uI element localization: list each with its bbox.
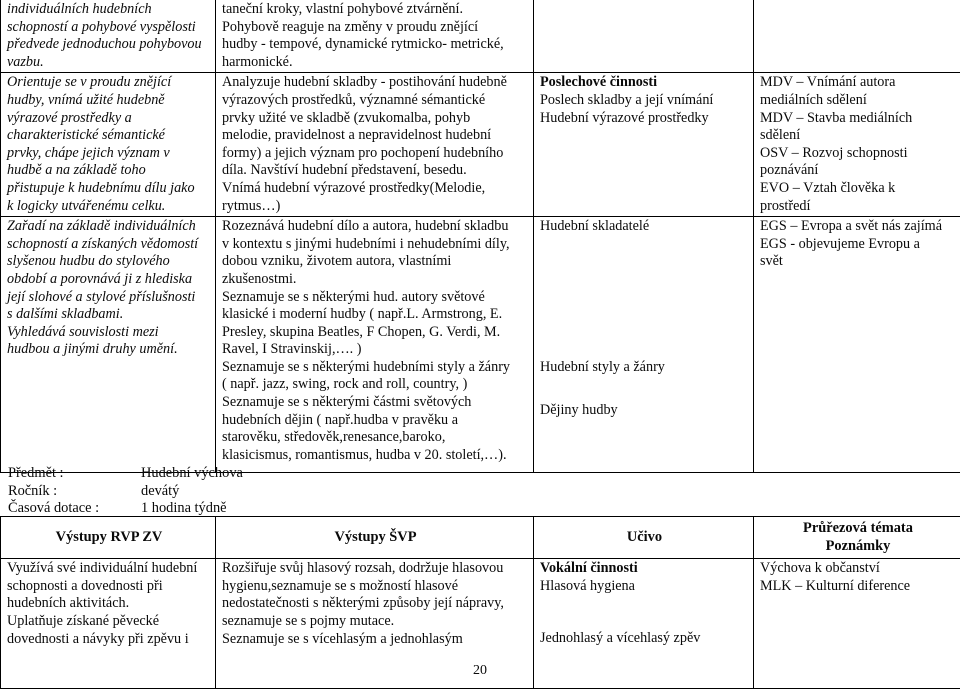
rvp-outcome-cell: Využívá své individuální hudební schopnosti a dovednosti při hudebních aktivitách. Uplatňuje získané pěvecké dovednosti a návyky při zpěvu i: [1, 559, 216, 689]
subject-info: [8, 465, 243, 518]
cross-topics-cell: MDV – Vnímání autora mediálních sdělení MDV – Stavba mediálních sdělení OSV – Rozvoj schopnosti poznávání EVO – Vztah člověka k prostředí: [754, 73, 960, 217]
svp-outcome-cell: Rozeznává hudební dílo a autora, hudební skladbu v kontextu s jinými hudebními i nehudebními díly, dobou vzniku, životem autora, vlastními zkušenostmi. Seznamuje se s některými hud. autory světové klasické i moderní hudby ( např.L. Armstrong, E. Presley, skupina Beatles, F Chopen, G. Verdi, M. Ravel, I Stravinskij,…. ) Seznamuje se s některými hudebními styly a žánry ( např. jazz, swing, rock and roll, country, ) Seznamuje se s některými částmi světových hudebních dějin ( např.hudba v pravěku a starověku, středověk,renesance,baroko, klasicismus, romantismus, hudba v 20. století,…).: [216, 217, 534, 473]
subject-value: Hudební výchova: [141, 465, 243, 483]
curriculum-cell: Hudební skladatelé Hudební styly a žánry Dějiny hudby: [534, 217, 754, 473]
curriculum-cell: Poslechové činnosti Poslech skladby a její vnímání Hudební výrazové prostředky: [534, 73, 754, 217]
rvp-outcome-cell: Zařadí na základě individuálních schopností a získaných vědomostí slyšenou hudbu do stylového období a porovnává ji z hlediska její slohové a stylové příslušnosti s dalšími skladbami. Vyhledává souvislosti mezi hudbou a jinými druhy umění.: [1, 217, 216, 473]
header-curriculum: Učivo: [534, 517, 754, 559]
table-row: [1, 73, 960, 217]
grade-value: devátý: [141, 483, 179, 501]
time-value: 1 hodina týdně: [141, 500, 227, 518]
subject-row: [8, 465, 243, 483]
svp-outcome-cell: taneční kroky, vlastní pohybové ztvárnění. Pohybově reaguje na změny v proudu znějící hudby - tempové, dynamické rytmicko- metrické, harmonické.: [216, 0, 534, 73]
table-row: [1, 217, 960, 473]
rvp-outcome-cell: Orientuje se v proudu znějící hudby, vnímá užité hudebně výrazové prostředky a charakteristické sémantické prvky, chápe jejich význam v hudbě a na základě toho přistupuje k hudebnímu dílu jako k logicky utvářenému celku.: [1, 73, 216, 217]
rvp-outcome-cell: individuálních hudebních schopností a pohybové vyspělosti předvede jednoduchou pohybovou vazbu.: [1, 0, 216, 73]
cross-topics-cell: [754, 0, 960, 73]
curriculum-cell: Vokální činnosti Hlasová hygiena Jednohlasý a vícehlasý zpěv: [534, 559, 754, 689]
time-label: Časová dotace :: [8, 500, 141, 518]
page-number: 20: [473, 663, 487, 679]
header-svp: Výstupy ŠVP: [216, 517, 534, 559]
cross-topics-cell: EGS – Evropa a svět nás zajímá EGS - objevujeme Evropu a svět: [754, 217, 960, 473]
cross-topics-cell: Výchova k občanství MLK – Kulturní diference: [754, 559, 960, 689]
table-header-row: [1, 517, 960, 559]
grade-label: Ročník :: [8, 483, 141, 501]
svp-outcome-cell: Analyzuje hudební skladby - postihování hudebně výrazových prostředků, významné sémantické prvky užité ve skladbě (zvukomalba, pohyb melodie, pravidelnost a nepravidelnost hudební formy) a jejich význam pro pochopení hudebního díla. Navštíví hudební představení, besedu. Vnímá hudební výrazové prostředky(Melodie, rytmus…): [216, 73, 534, 217]
header-cross-topics: Průřezová témata Poznámky: [754, 517, 960, 559]
table-row: [1, 0, 960, 73]
header-rvp: Výstupy RVP ZV: [1, 517, 216, 559]
svp-outcome-cell: Rozšiřuje svůj hlasový rozsah, dodržuje hlasovou hygienu,seznamuje se s možností hlasové nedostatečnosti s některými způsoby její nápravy, seznamuje se s pojmy mutace. Seznamuje se s vícehlasým a jednohlasým: [216, 559, 534, 689]
subject-label: Předmět :: [8, 465, 141, 483]
curriculum-cell: [534, 0, 754, 73]
grade-row: [8, 483, 243, 501]
